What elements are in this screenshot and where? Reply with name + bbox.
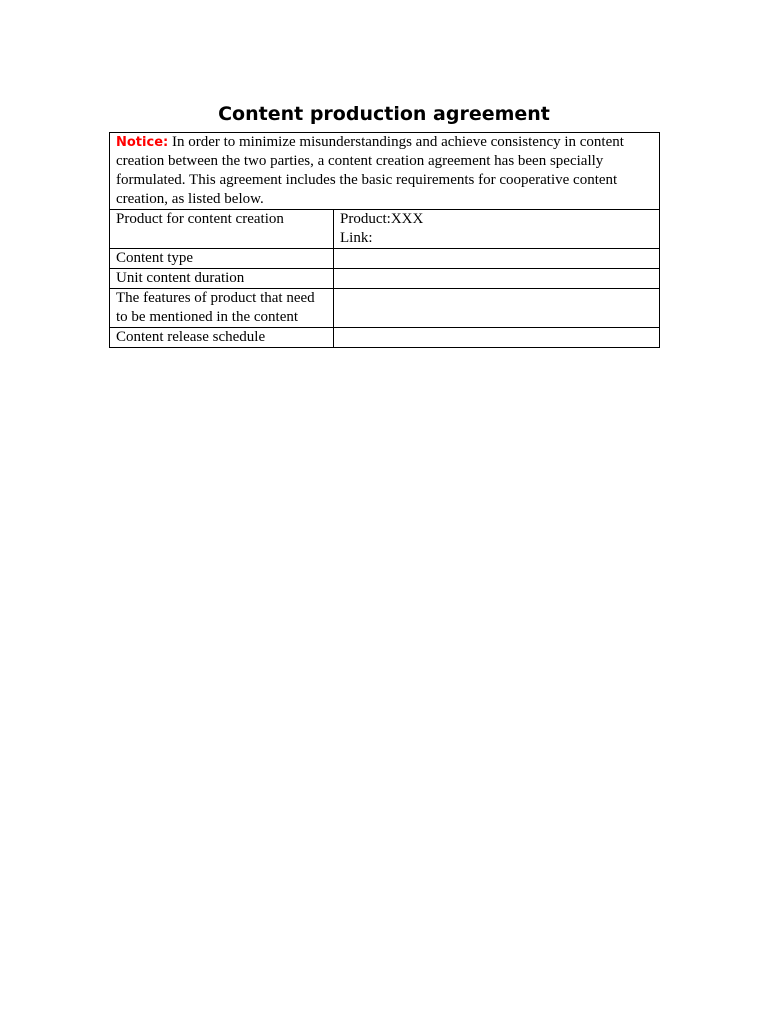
row-label: Unit content duration xyxy=(110,269,334,289)
notice-text: In order to minimize misunderstandings and achieve consistency in content creation between the two parties, a content creation agreement has been specially formulated. This agreement includes the basic requirements for cooperative content creation, as listed below. xyxy=(116,134,624,207)
row-label: The features of product that need to be mentioned in the content xyxy=(110,289,334,328)
table-row-features xyxy=(110,289,660,328)
row-label: Content release schedule xyxy=(110,328,334,348)
row-label: Product for content creation xyxy=(110,210,334,249)
notice-cell xyxy=(110,133,660,210)
notice-row xyxy=(110,133,660,210)
table-row-product xyxy=(110,210,660,249)
row-label: Content type xyxy=(110,249,334,269)
table-row-content-type xyxy=(110,249,660,269)
table-row-unit-duration xyxy=(110,269,660,289)
notice-label: Notice: xyxy=(116,135,169,150)
row-value xyxy=(334,249,660,269)
table-row-release-schedule xyxy=(110,328,660,348)
row-value xyxy=(334,328,660,348)
product-link-text: Link: xyxy=(340,230,373,246)
row-value xyxy=(334,269,660,289)
product-name-text: Product:XXX xyxy=(340,211,424,227)
page-title: Content production agreement xyxy=(218,103,550,125)
row-value xyxy=(334,289,660,328)
agreement-table xyxy=(109,132,660,348)
row-value-product xyxy=(334,210,660,249)
